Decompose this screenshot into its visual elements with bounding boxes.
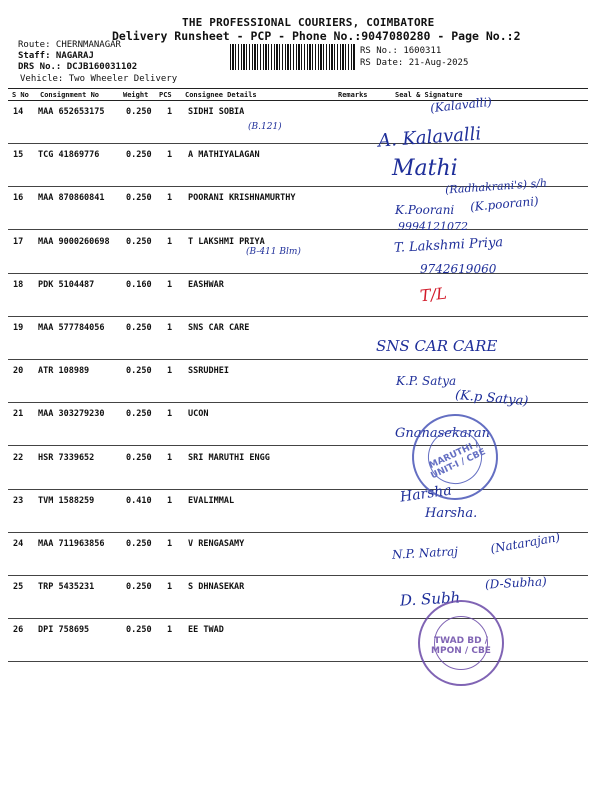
row-sno: 19 (13, 323, 24, 333)
table-row (8, 317, 588, 360)
row-consignee: EVALIMMAL (188, 495, 235, 506)
company-name: THE PROFESSIONAL COURIERS, COIMBATORE (182, 16, 435, 29)
row-pcs: 1 (167, 625, 173, 636)
row-separator (8, 661, 588, 662)
handwriting: (B.121) (248, 122, 282, 132)
row-sno: 21 (13, 409, 24, 420)
row-consignee: EASHWAR (188, 279, 224, 290)
row-consignment: PDK 5104487 (38, 279, 95, 290)
row-pcs: 1 (167, 107, 173, 117)
row-weight: 0.250 (126, 236, 152, 247)
handwriting: Gnanasekaran (395, 426, 490, 441)
handwriting: (D-Subha) (484, 574, 548, 592)
row-consignee: SRI MARUTHI ENGG (188, 452, 270, 463)
col-signature: Seal & Signature (395, 91, 463, 99)
row-weight: 0.250 (126, 539, 152, 549)
handwriting: (B-411 Blm) (246, 247, 301, 257)
handwriting-red-mark: T/L (419, 283, 448, 306)
col-pcs: PCS (159, 91, 172, 99)
row-weight: 0.250 (126, 193, 152, 204)
row-consignment: TCG 41869776 (38, 150, 100, 161)
row-consignment: TRP 5435231 (38, 582, 95, 593)
row-weight: 0.250 (126, 150, 152, 161)
handwriting: 9994121072 (398, 220, 468, 233)
row-weight: 0.250 (126, 323, 152, 333)
row-pcs: 1 (167, 236, 173, 247)
barcode (230, 44, 356, 70)
row-consignment: ATR 108989 (38, 366, 90, 377)
row-pcs: 1 (167, 150, 173, 161)
row-sno: 18 (13, 279, 24, 290)
row-pcs: 1 (167, 193, 173, 204)
rs-number: RS No.: 1600311 (360, 46, 442, 56)
row-consignee: EE TWAD (188, 625, 224, 636)
col-weight: Weight (123, 91, 149, 99)
table-row (8, 274, 588, 317)
row-pcs: 1 (167, 495, 173, 506)
handwriting: (K.poorani) (469, 194, 540, 214)
row-pcs: 1 (167, 539, 173, 549)
table-row (8, 101, 588, 144)
row-sno: 24 (13, 539, 24, 549)
handwriting: (Radhakrani's) s/h (444, 176, 548, 197)
row-consignee: A MATHIYALAGAN (188, 150, 260, 161)
row-weight: 0.250 (126, 107, 152, 117)
row-consignment: MAA 9000260698 (38, 236, 110, 247)
row-sno: 17 (13, 236, 24, 247)
stamp-text: MARUTHI / UNIT-I / CBE (427, 439, 488, 482)
handwriting: K.Poorani (395, 203, 455, 217)
stamp-text: TWAD BD / MPON / CBE (431, 636, 491, 657)
row-pcs: 1 (167, 452, 173, 463)
handwriting: A. Kalavalli (377, 123, 482, 152)
row-consignment: MAA 652653175 (38, 107, 105, 117)
handwriting: K.P. Satya (396, 374, 457, 388)
route-label: Route: CHERNMANAGAR (18, 40, 121, 50)
handwriting: Mathi (392, 156, 458, 181)
row-sno: 15 (13, 150, 24, 161)
row-consignment: MAA 303279230 (38, 409, 105, 420)
row-weight: 0.250 (126, 582, 152, 593)
row-sno: 16 (13, 193, 24, 204)
row-consignee: SIDHI SOBIA (188, 107, 245, 117)
row-consignee: T LAKSHMI PRIYA (188, 236, 265, 247)
table-row (8, 403, 588, 446)
header-top-rule (8, 88, 588, 89)
row-consignee: POORANI KRISHNAMURTHY (188, 193, 296, 204)
row-pcs: 1 (167, 323, 173, 333)
col-consignee: Consignee Details (185, 91, 257, 99)
handwriting: SNS CAR CARE (376, 337, 498, 355)
row-consignment: DPI 758695 (38, 625, 90, 636)
row-consignee: S DHNASEKAR (188, 582, 245, 593)
handwriting: (K.p Satya) (454, 387, 529, 410)
handwriting: (Kalavalli) (429, 94, 493, 116)
row-sno: 23 (13, 495, 24, 506)
row-consignment: HSR 7339652 (38, 452, 95, 463)
row-weight: 0.250 (126, 409, 152, 420)
row-sno: 22 (13, 452, 24, 463)
row-consignment: MAA 711963856 (38, 539, 105, 549)
staff-label: Staff: NAGARAJ (18, 51, 94, 61)
row-pcs: 1 (167, 409, 173, 420)
twad-seal-stamp (418, 600, 504, 686)
row-consignment: MAA 577784056 (38, 323, 105, 333)
row-sno: 20 (13, 366, 24, 377)
vehicle-label: Vehicle: Two Wheeler Delivery (20, 74, 178, 84)
row-sno: 25 (13, 582, 24, 593)
row-consignee: SNS CAR CARE (188, 323, 250, 333)
row-weight: 0.160 (126, 279, 152, 290)
col-remarks: Remarks (338, 91, 368, 99)
row-sno: 26 (13, 625, 24, 636)
row-consignee: UCON (188, 409, 209, 420)
handwriting: N.P. Natraj (391, 544, 459, 562)
col-consignment: Consignment No (40, 91, 100, 99)
handwriting: (Natarajan) (489, 529, 562, 557)
row-weight: 0.410 (126, 495, 152, 506)
handwriting: Harsha. (425, 506, 478, 521)
col-sno: S No (12, 91, 29, 99)
drs-number: DRS No.: DCJB160031102 (18, 62, 138, 72)
handwriting: Harsha (399, 482, 453, 506)
row-pcs: 1 (167, 582, 173, 593)
row-weight: 0.250 (126, 452, 152, 463)
row-weight: 0.250 (126, 625, 152, 636)
runsheet-title: Delivery Runsheet - PCP - Phone No.:9047080280 - Page No.:2 (112, 29, 521, 43)
handwriting: D. Subh (399, 588, 461, 610)
rs-date: RS Date: 21-Aug-2025 (360, 58, 469, 68)
row-pcs: 1 (167, 279, 173, 290)
handwriting: 9742619060 (420, 262, 497, 276)
handwriting: T. Lakshmi Priya (393, 235, 504, 256)
row-consignee: V RENGASAMY (188, 539, 245, 549)
row-pcs: 1 (167, 366, 173, 377)
row-sno: 14 (13, 107, 24, 117)
row-consignee: SSRUDHEI (188, 366, 229, 377)
table-row (8, 447, 588, 490)
table-row (8, 490, 588, 533)
row-consignment: MAA 870860841 (38, 193, 105, 204)
row-consignment: TVM 1588259 (38, 495, 95, 506)
row-weight: 0.250 (126, 366, 152, 377)
